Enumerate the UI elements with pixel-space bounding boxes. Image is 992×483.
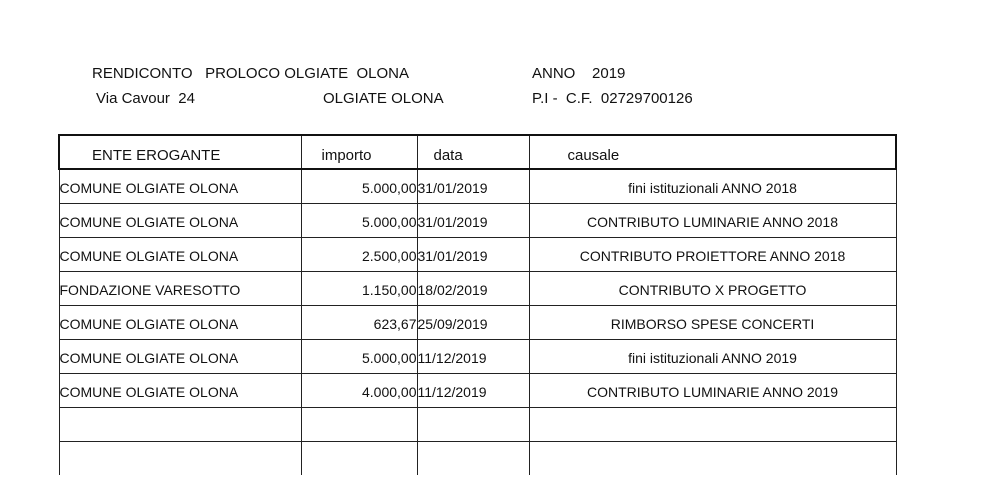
cell-causale: CONTRIBUTO LUMINARIE ANNO 2018 [529,203,896,237]
cell-ente-erogante [59,441,301,475]
cell-data [417,407,529,441]
cell-importo [301,441,417,475]
cell-ente-erogante [59,407,301,441]
cell-data: 18/02/2019 [417,271,529,305]
table-row [59,305,896,339]
cell-causale: fini istituzionali ANNO 2018 [529,169,896,203]
column-header-causale: causale [529,135,896,169]
table-row [59,203,896,237]
cell-ente-erogante: COMUNE OLGIATE OLONA [59,237,301,271]
cell-importo: 5.000,00 [301,203,417,237]
column-header-data: data [417,135,529,169]
table-header-row [59,135,896,169]
city: OLGIATE OLONA [323,90,444,107]
cell-causale: CONTRIBUTO LUMINARIE ANNO 2019 [529,373,896,407]
cell-importo: 1.150,00 [301,271,417,305]
cell-causale [529,441,896,475]
column-header-ente-erogante: ENTE EROGANTE [59,135,301,169]
table-row [59,407,896,441]
report-title: RENDICONTO PROLOCO OLGIATE OLONA [92,65,409,82]
cell-data: 31/01/2019 [417,237,529,271]
cell-ente-erogante: COMUNE OLGIATE OLONA [59,203,301,237]
cell-data [417,441,529,475]
column-header-importo: importo [301,135,417,169]
cell-ente-erogante: COMUNE OLGIATE OLONA [59,339,301,373]
cell-causale [529,407,896,441]
cell-importo: 4.000,00 [301,373,417,407]
cell-data: 31/01/2019 [417,169,529,203]
tax-id: P.I - C.F. 02729700126 [532,90,693,107]
cell-ente-erogante: FONDAZIONE VARESOTTO [59,271,301,305]
cell-ente-erogante: COMUNE OLGIATE OLONA [59,305,301,339]
cell-importo: 2.500,00 [301,237,417,271]
cell-data: 11/12/2019 [417,339,529,373]
table-row [59,373,896,407]
table-row [59,339,896,373]
cell-importo: 5.000,00 [301,169,417,203]
table-row [59,237,896,271]
cell-ente-erogante: COMUNE OLGIATE OLONA [59,373,301,407]
cell-causale: fini istituzionali ANNO 2019 [529,339,896,373]
cell-ente-erogante: COMUNE OLGIATE OLONA [59,169,301,203]
cell-causale: CONTRIBUTO X PROGETTO [529,271,896,305]
cell-data: 31/01/2019 [417,203,529,237]
table-row [59,169,896,203]
cell-importo: 5.000,00 [301,339,417,373]
cell-importo: 623,67 [301,305,417,339]
cell-data: 25/09/2019 [417,305,529,339]
contributions-table [58,134,897,475]
cell-data: 11/12/2019 [417,373,529,407]
report-year: ANNO 2019 [532,65,626,82]
cell-importo [301,407,417,441]
table-row [59,271,896,305]
cell-causale: RIMBORSO SPESE CONCERTI [529,305,896,339]
cell-causale: CONTRIBUTO PROIETTORE ANNO 2018 [529,237,896,271]
table-row [59,441,896,475]
address: Via Cavour 24 [96,90,195,107]
